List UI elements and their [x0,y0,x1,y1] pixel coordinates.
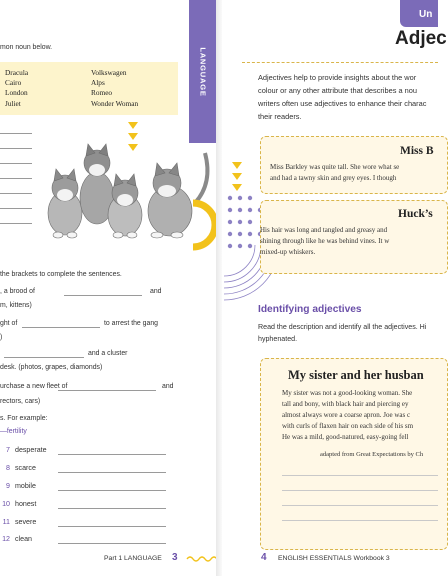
language-tab-label: LANGUAGE [198,47,208,97]
item-word: severe [15,518,37,526]
passage-line: My sister was not a good-looking woman. She [282,389,413,397]
answer-line[interactable] [58,508,166,509]
answer-line[interactable] [58,454,166,455]
item-word: scarce [15,464,36,472]
footer-book-title: ENGLISH ESSENTIALS Workbook 3 [278,555,390,562]
answer-line[interactable] [58,543,166,544]
page-number: 3 [172,552,178,563]
answer-line[interactable] [0,178,32,179]
passage-line: almost always wore a coarse apron. Joe was c [282,411,411,419]
passage-line: He was a mild, good-natured, easy-going fell [282,433,409,441]
item-number: 9 [6,482,10,490]
sentence-fragment: and [150,288,162,295]
sentence-fragment: and [162,383,174,390]
card-text-line: Miss Barkley was quite tall. She wore what se [270,163,400,171]
blank-line[interactable] [64,295,142,296]
title-divider [242,62,438,63]
exercise-instruction: the brackets to complete the sentences. [0,271,122,278]
noun-item: Dracula [5,68,29,77]
noun-item: Romeo [91,88,113,98]
noun-column-2 [91,68,138,109]
card-text-line: His hair was long and tangled and greasy and [260,226,388,234]
noun-item: Volkswagen [91,68,127,77]
passage-source: adapted from Great Expectations by Ch [320,451,424,458]
answer-line[interactable] [0,148,32,149]
blank-line[interactable] [22,327,100,328]
example-instruction: s. For example: [0,415,48,422]
card-text-line: mixed-up whiskers. [260,248,316,256]
answer-line[interactable] [282,475,438,476]
sentence-fragment: m, kittens) [0,302,32,309]
card-text-line: shining through like he was behind vines. It w [260,237,390,245]
item-number: 7 [6,446,10,454]
answer-line[interactable] [0,193,32,194]
answer-line[interactable] [0,223,32,224]
item-number: 11 [2,518,10,526]
blank-line[interactable] [4,357,84,358]
item-number: 8 [6,464,10,472]
section-instruction: hyphenated. [258,335,298,343]
sentence-fragment: urchase a new fleet of [0,383,68,390]
card-title: Miss B [400,145,434,157]
answer-line[interactable] [58,490,166,491]
passage-line: with curls of flaxen hair on each side of his sm [282,422,414,430]
answer-line[interactable] [0,208,32,209]
page-title: Adjec [395,28,447,49]
section-heading: Identifying adjectives [258,304,362,315]
card-title: Huck’s [398,208,433,220]
intro-line: their readers. [258,112,302,121]
right-page [222,0,447,576]
item-word: clean [15,535,32,543]
answer-line[interactable] [58,472,166,473]
sentence-fragment: desk. (photos, grapes, diamonds) [0,364,103,371]
intro-line: Adjectives help to provide insights about the wor [258,73,417,82]
sentence-fragment: rectors, cars) [0,398,41,405]
unit-tab-label: Un [419,9,433,20]
sentence-fragment: to arrest the gang [104,320,159,327]
instruction-fragment: mon noun below. [0,44,53,51]
noun-item: Cairo [5,78,22,88]
answer-line[interactable] [282,490,438,491]
item-word: mobile [15,482,36,490]
answer-line[interactable] [58,526,166,527]
passage-line: tall and bony, with black hair and piercing ey [282,400,409,408]
card-text-line: and had a tawny skin and grey eyes. I though [270,174,397,182]
item-word: desperate [15,446,47,454]
item-number: 12 [2,535,10,543]
passage-title: My sister and her husban [288,368,424,382]
page-number: 4 [261,552,267,563]
noun-item: Juliet [5,98,21,108]
noun-column-1 [5,68,28,109]
noun-item: Wonder Woman [91,98,139,108]
section-instruction: Read the description and identify all the adjectives. Hi [258,323,427,331]
answer-line[interactable] [0,133,32,134]
sentence-fragment: and a cluster [88,350,128,357]
noun-item: Alps [91,78,105,88]
blank-line[interactable] [58,390,156,391]
intro-line: colour or any other attribute that describes a nou [258,86,417,95]
item-word: honest [15,500,37,508]
answer-line[interactable] [0,163,32,164]
intro-line: writers often use adjectives to enhance their charac [258,99,427,108]
noun-item: London [5,88,28,98]
answer-line[interactable] [282,505,438,506]
triangle-arrows-icon [232,160,246,192]
left-page [0,0,217,576]
item-number: 10 [2,500,10,508]
footer-section-label: Part 1 LANGUAGE [104,555,162,562]
answer-line[interactable] [282,520,438,521]
sentence-fragment: ) [0,334,3,341]
example-word: —fertility [0,428,27,435]
sentence-fragment: , a brood of [0,288,35,295]
sentence-fragment: ght of [0,320,18,327]
